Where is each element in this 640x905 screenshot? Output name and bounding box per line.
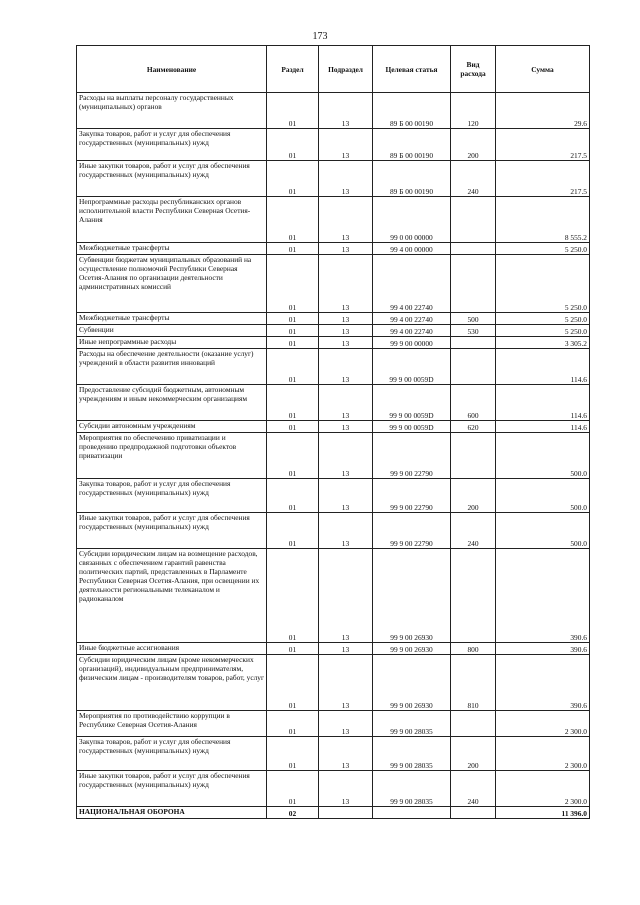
cell-sum: 5 250.0 — [496, 255, 590, 313]
cell-name: Субсидии юридическим лицам на возмещение расходов, связанных с обеспечением гарантий равенства политических партий, представленных в Парламенте Республики Северная Осетия-Алания, при освещении их деятельности региональными телеканалом и радиоканалом — [77, 549, 267, 643]
cell-target-article: 99 9 00 28035 — [373, 737, 451, 771]
budget-table — [76, 45, 590, 819]
cell-name: Иные закупки товаров, работ и услуг для обеспечения государственных (муниципальных) нужд — [77, 513, 267, 549]
cell-razdel: 01 — [267, 349, 319, 385]
cell-expense-type — [451, 807, 496, 819]
cell-razdel: 01 — [267, 385, 319, 421]
cell-razdel: 01 — [267, 243, 319, 255]
cell-name: Расходы на обеспечение деятельности (оказание услуг) учреждений в области развития инноваций — [77, 349, 267, 385]
cell-razdel: 02 — [267, 807, 319, 819]
cell-name: Закупка товаров, работ и услуг для обеспечения государственных (муниципальных) нужд — [77, 737, 267, 771]
cell-expense-type — [451, 337, 496, 349]
header-name: Наименование — [77, 46, 267, 93]
cell-razdel: 01 — [267, 93, 319, 129]
table-row — [77, 197, 590, 243]
table-row — [77, 325, 590, 337]
cell-podrazdel: 13 — [319, 643, 373, 655]
cell-name: Расходы на выплаты персоналу государственных (муниципальных) органов — [77, 93, 267, 129]
cell-expense-type: 600 — [451, 385, 496, 421]
cell-podrazdel: 13 — [319, 313, 373, 325]
table-row — [77, 771, 590, 807]
cell-expense-type: 500 — [451, 313, 496, 325]
cell-expense-type: 810 — [451, 655, 496, 711]
cell-target-article: 99 9 00 0059D — [373, 385, 451, 421]
cell-target-article: 89 Б 00 00190 — [373, 129, 451, 161]
cell-target-article: 99 9 00 0059D — [373, 421, 451, 433]
cell-razdel: 01 — [267, 421, 319, 433]
cell-name: Межбюджетные трансферты — [77, 243, 267, 255]
cell-target-article: 99 0 00 00000 — [373, 197, 451, 243]
table-row — [77, 337, 590, 349]
cell-name: Мероприятия по обеспечению приватизации и проведению предпродажной подготовки объектов приватизации — [77, 433, 267, 479]
cell-target-article: 89 Б 00 00190 — [373, 93, 451, 129]
cell-expense-type: 240 — [451, 161, 496, 197]
header-razdel: Раздел — [267, 46, 319, 93]
cell-razdel: 01 — [267, 711, 319, 737]
cell-name: Непрограммные расходы республиканских органов исполнительной власти Республики Северная Осетия-Алания — [77, 197, 267, 243]
cell-name: Субсидии юридическим лицам (кроме некоммерческих организаций), индивидуальным предпринимателям, физическим лицам - производителям товаров, работ, услуг — [77, 655, 267, 711]
cell-podrazdel: 13 — [319, 711, 373, 737]
cell-expense-type: 800 — [451, 643, 496, 655]
cell-razdel: 01 — [267, 129, 319, 161]
cell-target-article: 99 4 00 22740 — [373, 325, 451, 337]
cell-sum: 11 396.0 — [496, 807, 590, 819]
table-row — [77, 129, 590, 161]
cell-name: Иные закупки товаров, работ и услуг для обеспечения государственных (муниципальных) нужд — [77, 161, 267, 197]
cell-sum: 500.0 — [496, 433, 590, 479]
cell-podrazdel: 13 — [319, 549, 373, 643]
cell-target-article: 99 9 00 0059D — [373, 349, 451, 385]
table-row — [77, 161, 590, 197]
cell-expense-type: 200 — [451, 737, 496, 771]
table-row — [77, 549, 590, 643]
cell-razdel: 01 — [267, 325, 319, 337]
cell-razdel: 01 — [267, 549, 319, 643]
table-row — [77, 93, 590, 129]
table-row — [77, 655, 590, 711]
cell-sum: 114.6 — [496, 421, 590, 433]
cell-name: Иные непрограммные расходы — [77, 337, 267, 349]
cell-name: Предоставление субсидий бюджетным, автономным учреждениям и иным некоммерческим организациям — [77, 385, 267, 421]
cell-razdel: 01 — [267, 337, 319, 349]
header-expense-type: Вид расхода — [451, 46, 496, 93]
cell-sum: 390.6 — [496, 655, 590, 711]
cell-expense-type — [451, 349, 496, 385]
table-header-row — [77, 46, 590, 93]
cell-name: Межбюджетные трансферты — [77, 313, 267, 325]
cell-target-article: 99 9 00 26930 — [373, 655, 451, 711]
cell-expense-type — [451, 549, 496, 643]
cell-podrazdel: 13 — [319, 655, 373, 711]
header-target-article: Целевая статья — [373, 46, 451, 93]
table-row — [77, 513, 590, 549]
cell-expense-type: 240 — [451, 513, 496, 549]
cell-expense-type — [451, 197, 496, 243]
cell-razdel: 01 — [267, 655, 319, 711]
table-row — [77, 313, 590, 325]
page-number: 173 — [312, 31, 328, 42]
cell-sum: 114.6 — [496, 385, 590, 421]
cell-sum: 500.0 — [496, 513, 590, 549]
cell-razdel: 01 — [267, 643, 319, 655]
table-body — [77, 93, 590, 819]
cell-podrazdel: 13 — [319, 255, 373, 313]
cell-expense-type — [451, 243, 496, 255]
cell-expense-type: 200 — [451, 129, 496, 161]
cell-target-article: 99 9 00 26930 — [373, 549, 451, 643]
header-podrazdel: Подраздел — [319, 46, 373, 93]
cell-razdel: 01 — [267, 433, 319, 479]
table-row — [77, 385, 590, 421]
cell-sum: 390.6 — [496, 643, 590, 655]
cell-name: Субвенции бюджетам муниципальных образований на осуществление полномочий Республики Северная Осетия-Алания по организации деятельности административных комиссий — [77, 255, 267, 313]
cell-sum: 217.5 — [496, 161, 590, 197]
table-row — [77, 433, 590, 479]
table-row — [77, 807, 590, 819]
cell-expense-type: 200 — [451, 479, 496, 513]
table-row — [77, 243, 590, 255]
cell-sum: 2 300.0 — [496, 737, 590, 771]
cell-podrazdel: 13 — [319, 129, 373, 161]
cell-target-article: 99 4 00 22740 — [373, 313, 451, 325]
cell-target-article: 99 9 00 00000 — [373, 337, 451, 349]
cell-podrazdel: 13 — [319, 243, 373, 255]
cell-name: Субвенции — [77, 325, 267, 337]
cell-target-article: 99 9 00 22790 — [373, 479, 451, 513]
header-sum: Сумма — [496, 46, 590, 93]
table-row — [77, 479, 590, 513]
cell-podrazdel: 13 — [319, 325, 373, 337]
cell-expense-type: 530 — [451, 325, 496, 337]
cell-sum: 5 250.0 — [496, 313, 590, 325]
cell-target-article: 99 9 00 22790 — [373, 513, 451, 549]
cell-razdel: 01 — [267, 161, 319, 197]
cell-name: НАЦИОНАЛЬНАЯ ОБОРОНА — [77, 807, 267, 819]
cell-expense-type: 620 — [451, 421, 496, 433]
cell-podrazdel: 13 — [319, 421, 373, 433]
cell-sum: 8 555.2 — [496, 197, 590, 243]
cell-sum: 390.6 — [496, 549, 590, 643]
cell-podrazdel: 13 — [319, 197, 373, 243]
cell-podrazdel: 13 — [319, 93, 373, 129]
cell-razdel: 01 — [267, 313, 319, 325]
cell-podrazdel: 13 — [319, 433, 373, 479]
cell-razdel: 01 — [267, 771, 319, 807]
table-row — [77, 643, 590, 655]
cell-target-article: 99 9 00 28035 — [373, 711, 451, 737]
cell-razdel: 01 — [267, 197, 319, 243]
cell-sum: 500.0 — [496, 479, 590, 513]
table-row — [77, 421, 590, 433]
cell-target-article — [373, 807, 451, 819]
cell-name: Иные бюджетные ассигнования — [77, 643, 267, 655]
cell-sum: 114.6 — [496, 349, 590, 385]
cell-name: Закупка товаров, работ и услуг для обеспечения государственных (муниципальных) нужд — [77, 129, 267, 161]
cell-podrazdel — [319, 807, 373, 819]
cell-podrazdel: 13 — [319, 513, 373, 549]
cell-sum: 5 250.0 — [496, 325, 590, 337]
cell-sum: 29.6 — [496, 93, 590, 129]
cell-expense-type: 240 — [451, 771, 496, 807]
cell-podrazdel: 13 — [319, 349, 373, 385]
cell-sum: 217.5 — [496, 129, 590, 161]
cell-podrazdel: 13 — [319, 737, 373, 771]
cell-target-article: 99 9 00 26930 — [373, 643, 451, 655]
cell-name: Субсидии автономным учреждениям — [77, 421, 267, 433]
table-row — [77, 255, 590, 313]
cell-sum: 3 305.2 — [496, 337, 590, 349]
cell-name: Иные закупки товаров, работ и услуг для обеспечения государственных (муниципальных) нужд — [77, 771, 267, 807]
cell-podrazdel: 13 — [319, 337, 373, 349]
cell-sum: 5 250.0 — [496, 243, 590, 255]
cell-expense-type — [451, 433, 496, 479]
cell-razdel: 01 — [267, 513, 319, 549]
cell-target-article: 99 4 00 22740 — [373, 255, 451, 313]
cell-podrazdel: 13 — [319, 161, 373, 197]
cell-sum: 2 300.0 — [496, 771, 590, 807]
cell-expense-type — [451, 255, 496, 313]
cell-podrazdel: 13 — [319, 385, 373, 421]
cell-target-article: 99 4 00 00000 — [373, 243, 451, 255]
cell-target-article: 99 9 00 28035 — [373, 771, 451, 807]
cell-name: Мероприятия по противодействию коррупции в Республике Северная Осетия-Алания — [77, 711, 267, 737]
cell-expense-type: 120 — [451, 93, 496, 129]
table-row — [77, 737, 590, 771]
cell-expense-type — [451, 711, 496, 737]
table-row — [77, 349, 590, 385]
cell-podrazdel: 13 — [319, 771, 373, 807]
cell-razdel: 01 — [267, 479, 319, 513]
cell-target-article: 99 9 00 22790 — [373, 433, 451, 479]
cell-podrazdel: 13 — [319, 479, 373, 513]
cell-sum: 2 300.0 — [496, 711, 590, 737]
cell-target-article: 89 Б 00 00190 — [373, 161, 451, 197]
cell-name: Закупка товаров, работ и услуг для обеспечения государственных (муниципальных) нужд — [77, 479, 267, 513]
table-row — [77, 711, 590, 737]
cell-razdel: 01 — [267, 255, 319, 313]
cell-razdel: 01 — [267, 737, 319, 771]
